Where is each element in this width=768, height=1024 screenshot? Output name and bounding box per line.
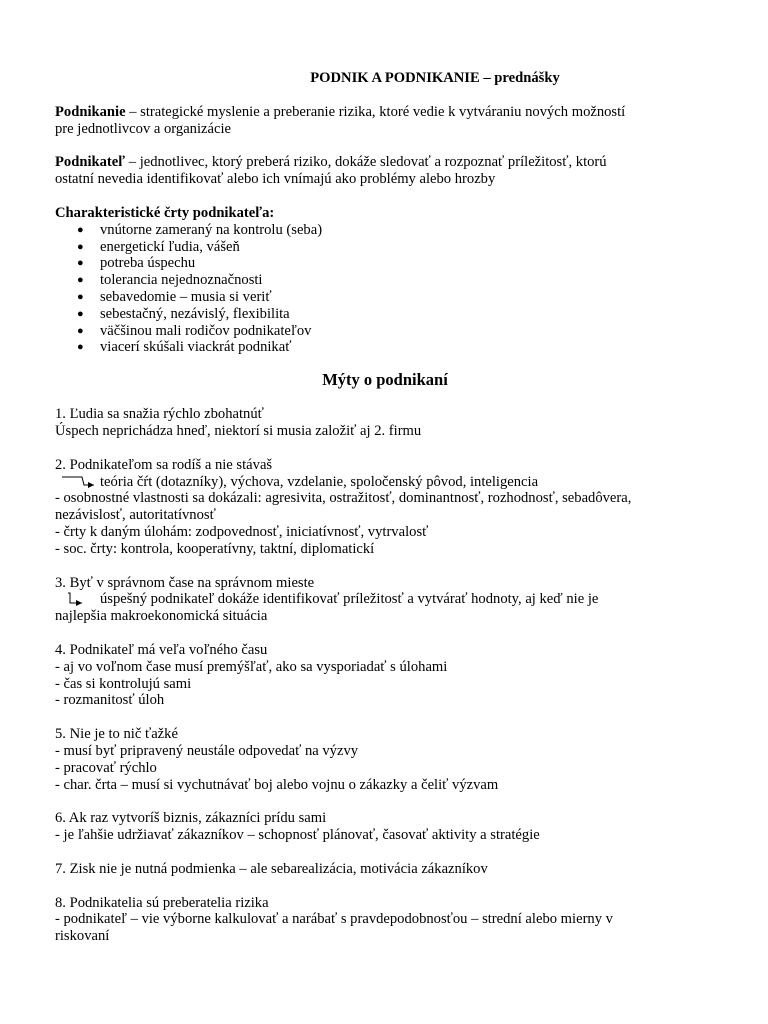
definition-podnikanie <box>55 104 715 121</box>
definition-text: – strategické myslenie a preberanie rizika, ktoré vedie k vytváraniu nových možností <box>125 103 626 120</box>
myth-line: Úspech neprichádza hneď, niektorí si musia založiť aj 2. firmu <box>55 422 422 439</box>
myth-title: 1. Ľudia sa snažia rýchlo zbohatnúť <box>55 406 264 423</box>
myth-title: 7. Zisk nie je nutná podmienka – ale sebarealizácia, motivácia zákazníkov <box>55 860 488 877</box>
section-heading: Mýty o podnikaní <box>322 370 448 390</box>
list-item: ● sebavedomie – musia si veriť <box>55 289 715 306</box>
definition-podnikatel <box>55 154 715 171</box>
myth-title: 4. Podnikateľ má veľa voľného času <box>55 641 268 658</box>
myth-title: 5. Nie je to nič ťažké <box>55 726 178 743</box>
term: Podnikateľ <box>55 154 126 171</box>
myth-line: - čas si kontrolujú sami <box>55 675 192 692</box>
list-item: ● sebestačný, nezávislý, flexibilita <box>55 306 715 323</box>
myth-line: nezávislosť, autoritatívnosť <box>55 507 216 524</box>
document-title: PODNIK A PODNIKANIE – prednášky <box>310 70 560 86</box>
myth-line: - musí byť pripravený neustále odpovedať na výzvy <box>55 742 359 759</box>
list-item: ● vnútorne zameraný na kontrolu (seba) <box>55 222 715 239</box>
list-item: ● energetickí ľudia, vášeň <box>55 239 715 256</box>
list-item: ● tolerancia nejednoznačnosti <box>55 272 715 289</box>
myth-line: - aj vo voľnom čase musí premýšľať, ako sa vysporiadať s úlohami <box>55 658 448 675</box>
arrow-down-right-icon <box>60 591 96 607</box>
myth-line: - podnikateľ – vie výborne kalkulovať a narábať s pravdepodobnosťou – strední alebo mierny v <box>55 911 613 928</box>
myth-title: 2. Podnikateľom sa rodíš a nie stávaš <box>55 456 273 473</box>
myth-title: 6. Ak raz vytvoríš biznis, zákazníci prídu sami <box>55 810 327 827</box>
definition-text-cont: pre jednotlivcov a organizácie <box>55 120 231 137</box>
myth-title: 3. Byť v správnom čase na správnom mieste <box>55 574 315 591</box>
list-item: ● potreba úspechu <box>55 255 715 272</box>
myth-title: 8. Podnikatelia sú preberatelia rizika <box>55 894 269 911</box>
arrow-text: úspešný podnikateľ dokáže identifikovať príležitosť a vytvárať hodnoty, aj keď nie je <box>100 591 599 608</box>
definition-text: – jednotlivec, ktorý preberá riziko, dokáže sledovať a rozpoznať príležitosť, ktorú <box>125 154 607 171</box>
term: Podnikanie <box>55 103 126 120</box>
definition-text-cont: ostatní nevedia identifikovať alebo ich vnímajú ako problémy alebo hrozby <box>55 171 496 188</box>
myth-line: - char. črta – musí si vychutnávať boj alebo vojnu o zákazky a čeliť výzvam <box>55 776 499 793</box>
myth-line: - črty k daným úlohám: zodpovednosť, iniciatívnosť, vytrvalosť <box>55 523 429 540</box>
list-item: ● väčšinou mali rodičov podnikateľov <box>55 323 715 340</box>
traits-heading: Charakteristické črty podnikateľa: <box>55 204 275 221</box>
myth-line: - osobnostné vlastnosti sa dokázali: agresivita, ostražitosť, dominantnosť, rozhodnosť, sebadôvera, <box>55 490 632 507</box>
myth-arrow-line <box>55 591 715 608</box>
myth-line: - je ľahšie udržiavať zákazníkov – schopnosť plánovať, časovať aktivity a stratégie <box>55 827 540 844</box>
document-page <box>55 70 715 945</box>
myth-line: - pracovať rýchlo <box>55 759 157 776</box>
arrow-text: teória čŕt (dotazníky), výchova, vzdelanie, spoločenský pôvod, inteligencia <box>100 473 539 490</box>
myth-line: najlepšia makroekonomická situácia <box>55 608 268 625</box>
myth-line: - soc. črty: kontrola, kooperatívny, taktní, diplomatickí <box>55 540 375 557</box>
myth-line: - rozmanitosť úloh <box>55 692 165 709</box>
arrow-right-icon <box>60 474 96 490</box>
myth-arrow-line <box>55 474 715 491</box>
traits-list <box>55 222 715 356</box>
list-item: ● viacerí skúšali viackrát podnikať <box>55 339 715 356</box>
myth-line: riskovaní <box>55 928 110 945</box>
